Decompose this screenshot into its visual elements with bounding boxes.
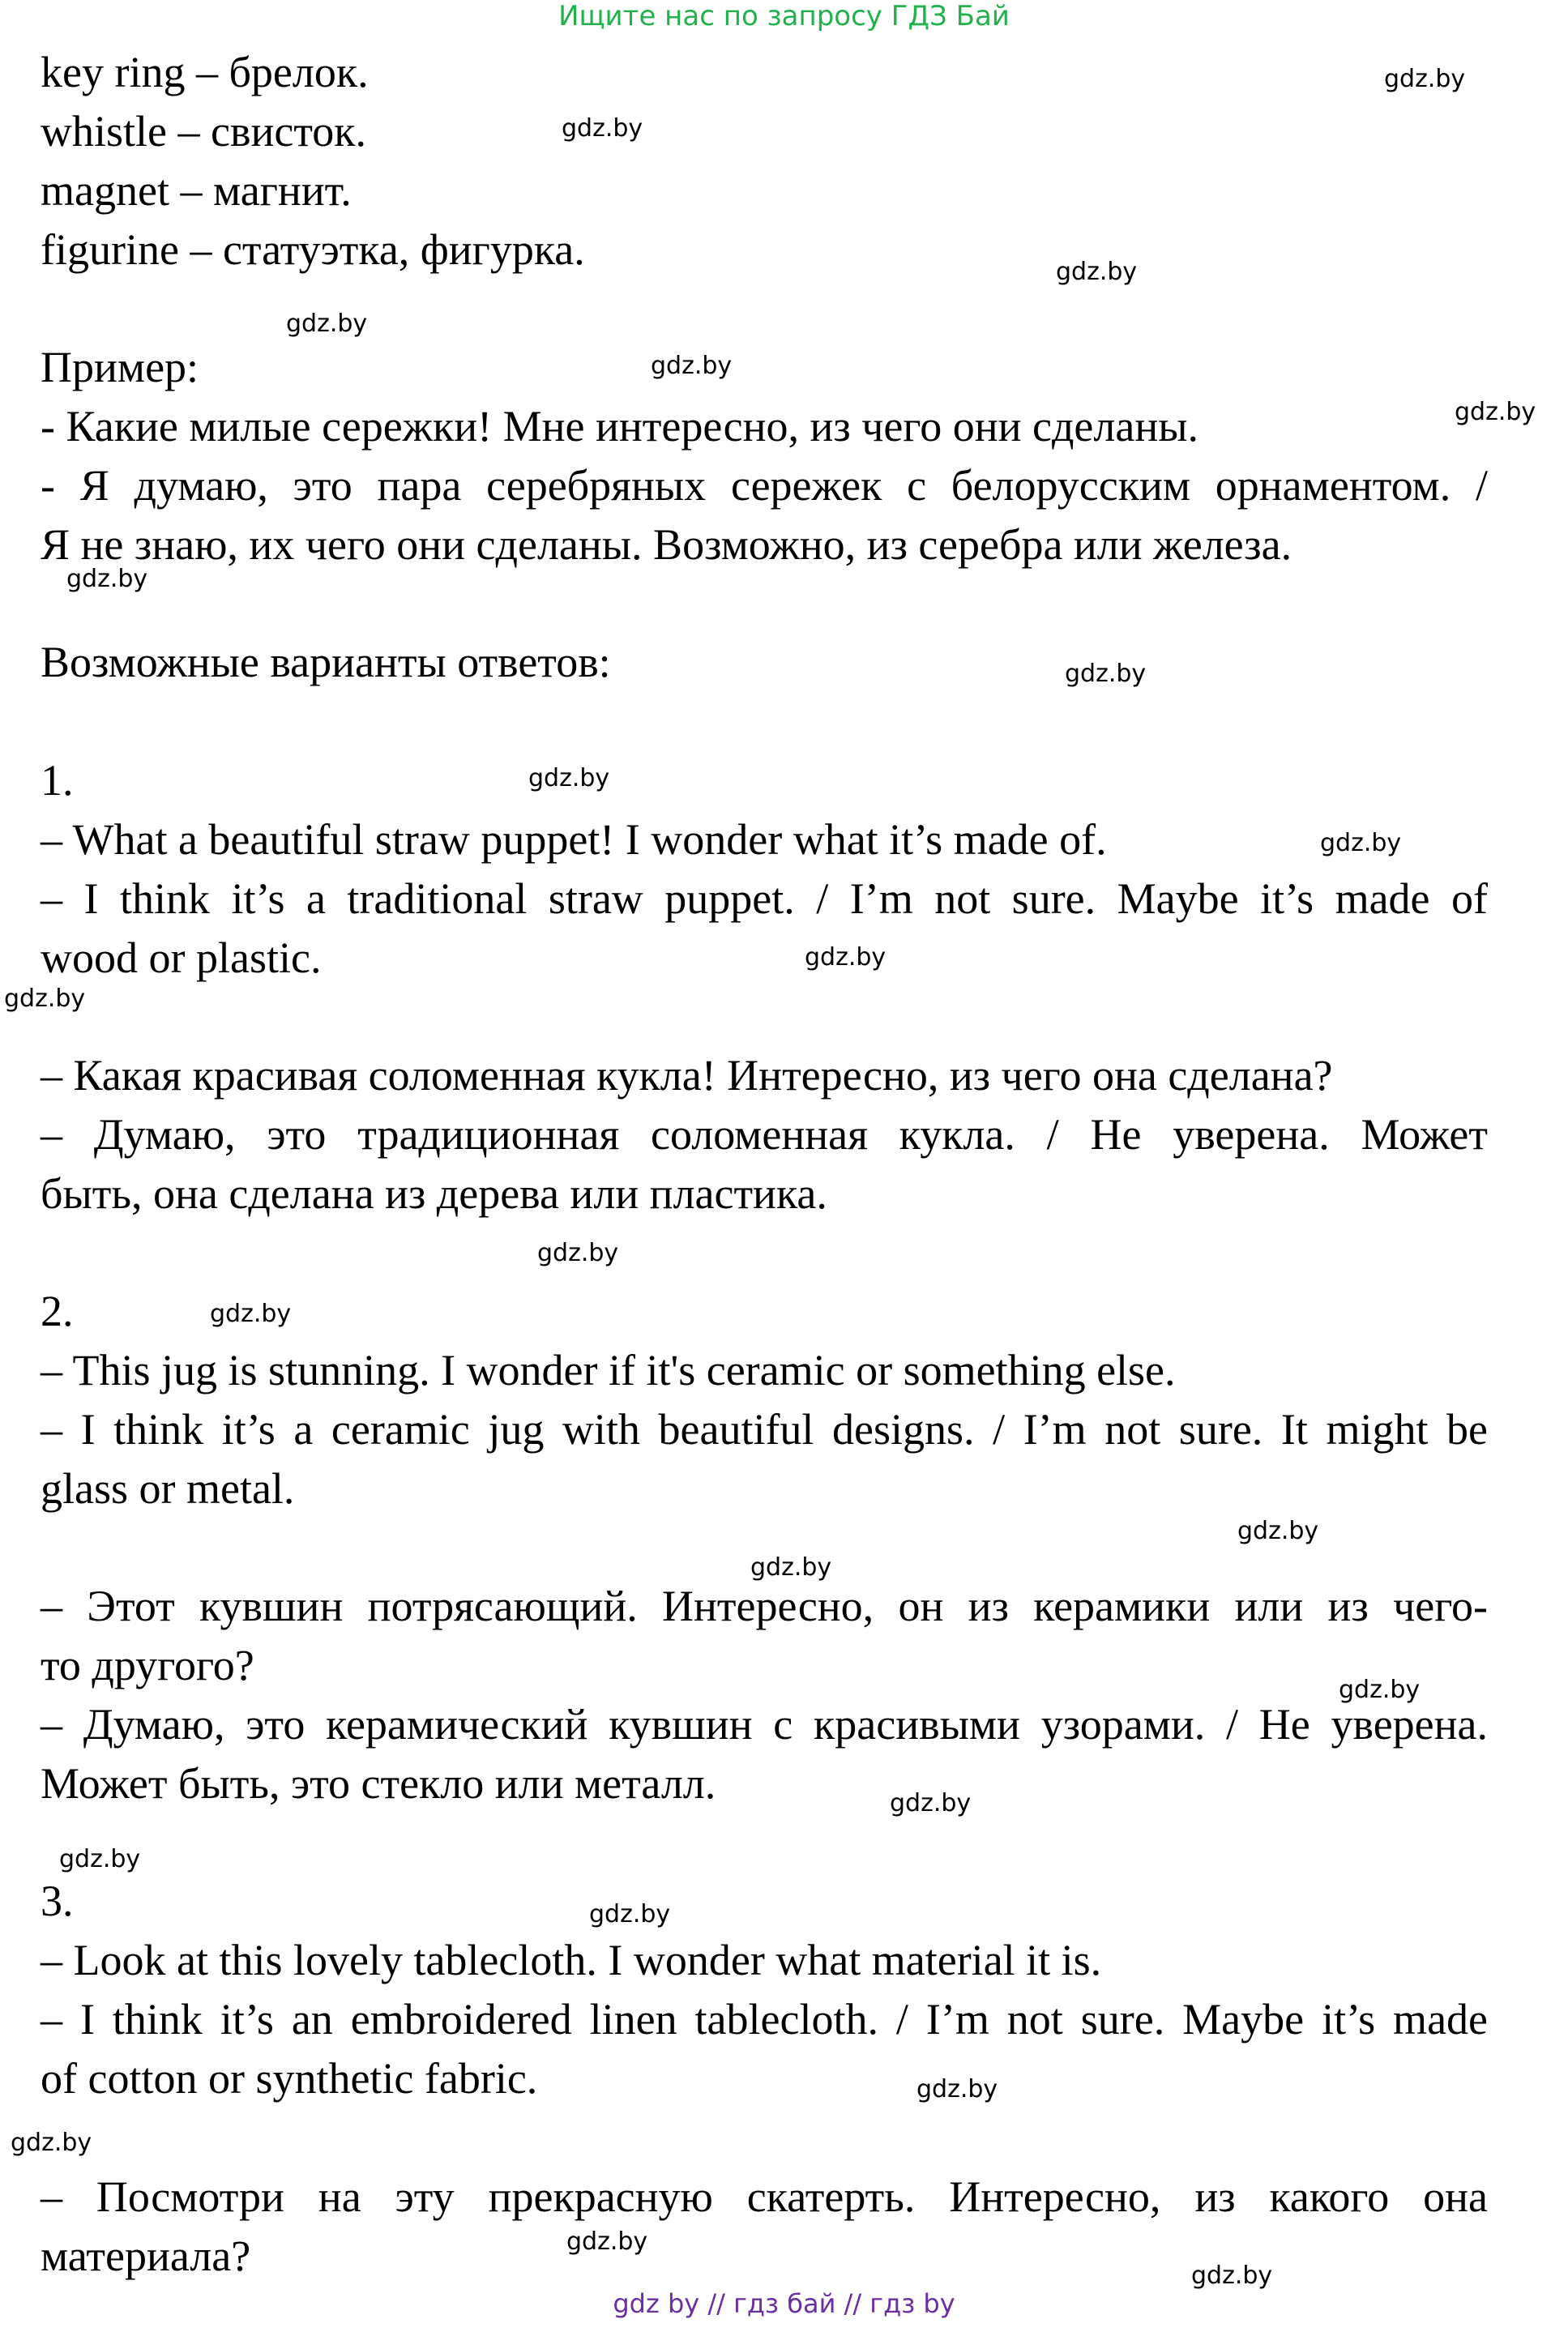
answers-heading: Возможные варианты ответов: xyxy=(41,638,611,686)
watermark: gdz.by xyxy=(11,2129,92,2157)
watermark: gdz.by xyxy=(210,1300,292,1328)
answer-1-russian-reply-line-2: быть, она сделана из дерева или пластика. xyxy=(41,1169,827,1218)
vocabulary-item-magnet: magnet – магнит. xyxy=(41,166,352,215)
example-question: - Какие милые сережки! Мне интересно, из чего они сделаны. xyxy=(41,402,1198,451)
answer-1-english-question: – What a beautiful straw puppet! I wonder what it’s made of. xyxy=(41,815,1107,864)
watermark: gdz.by xyxy=(1065,660,1147,688)
answer-3-english-reply-line-2: of cotton or synthetic fabric. xyxy=(41,2054,538,2103)
answer-1-english-reply-line-1: – I think it’s a traditional straw puppet. / I’m not sure. Maybe it’s made of xyxy=(41,874,1488,923)
vocabulary-item-whistle: whistle – свисток. xyxy=(41,107,366,156)
watermark: gdz.by xyxy=(286,310,368,338)
watermark: gdz.by xyxy=(59,1845,141,1873)
answer-2-russian-question-line-1: – Этот кувшин потрясающий. Интересно, он из керамики или из чего- xyxy=(41,1582,1488,1630)
watermark: gdz.by xyxy=(528,764,610,792)
answer-3-russian-question-line-2: материала? xyxy=(41,2232,251,2280)
watermark: gdz.by xyxy=(1056,258,1138,286)
answer-2-english-question: – This jug is stunning. I wonder if it's ceramic or something else. xyxy=(41,1346,1176,1395)
watermark: gdz.by xyxy=(1320,829,1402,857)
watermark: gdz.by xyxy=(805,943,887,972)
vocabulary-item-figurine: figurine – статуэтка, фигурка. xyxy=(41,225,585,274)
watermark: gdz.by xyxy=(1384,65,1466,93)
answer-1-russian-reply-line-1: – Думаю, это традиционная соломенная кукла. / Не уверена. Может xyxy=(41,1110,1488,1159)
watermark: gdz.by xyxy=(589,1900,671,1928)
vocabulary-item-key-ring: key ring – брелок. xyxy=(41,48,369,96)
watermark: gdz.by xyxy=(651,352,733,380)
answer-2-russian-reply-line-1: – Думаю, это керамический кувшин с красивыми узорами. / Не уверена. xyxy=(41,1700,1488,1749)
watermark: gdz.by xyxy=(562,114,643,143)
watermark: gdz.by xyxy=(1455,398,1536,426)
answer-2-russian-reply-line-2: Может быть, это стекло или металл. xyxy=(41,1759,716,1808)
answer-2-english-reply-line-2: glass or metal. xyxy=(41,1464,295,1513)
answer-2-number: 2. xyxy=(41,1287,74,1335)
watermark: gdz.by xyxy=(1237,1517,1319,1545)
answer-3-russian-question-line-1: – Посмотри на эту прекрасную скатерть. Интересно, из какого она xyxy=(41,2172,1488,2221)
answer-3-english-reply-line-1: – I think it’s an embroidered linen tablecloth. / I’m not sure. Maybe it’s made xyxy=(41,1995,1488,2044)
answer-3-english-question: – Look at this lovely tablecloth. I wonder what material it is. xyxy=(41,1936,1102,1984)
answer-2-russian-question-line-2: то другого? xyxy=(41,1641,254,1689)
search-hint-link[interactable]: Ищите нас по запросу ГДЗ Бай xyxy=(558,0,1010,32)
watermark: gdz.by xyxy=(1339,1676,1421,1704)
answer-1-number: 1. xyxy=(41,756,74,805)
watermark: gdz.by xyxy=(1191,2262,1273,2290)
watermark: gdz.by xyxy=(916,2075,998,2103)
watermark: gdz.by xyxy=(890,1789,972,1817)
answer-2-english-reply-line-1: – I think it’s a ceramic jug with beautiful designs. / I’m not sure. It might be xyxy=(41,1405,1488,1454)
watermark: gdz.by xyxy=(66,565,148,593)
watermark: gdz.by xyxy=(750,1553,832,1582)
answer-3-number: 3. xyxy=(41,1877,74,1925)
example-answer-line-2: Я не знаю, их чего они сделаны. Возможно, из серебра или железа. xyxy=(41,520,1292,569)
example-answer-line-1: - Я думаю, это пара серебряных сережек с белорусским орнаментом. / xyxy=(41,461,1488,510)
watermark: gdz.by xyxy=(537,1239,619,1267)
answer-1-russian-question: – Какая красивая соломенная кукла! Интересно, из чего она сделана? xyxy=(41,1051,1333,1100)
watermark: gdz.by xyxy=(4,984,86,1013)
footer-links[interactable]: gdz by // гдз бай // гдз by xyxy=(613,2288,955,2319)
watermark: gdz.by xyxy=(566,2227,648,2256)
answer-1-english-reply-line-2: wood or plastic. xyxy=(41,933,322,982)
example-heading: Пример: xyxy=(41,343,199,391)
